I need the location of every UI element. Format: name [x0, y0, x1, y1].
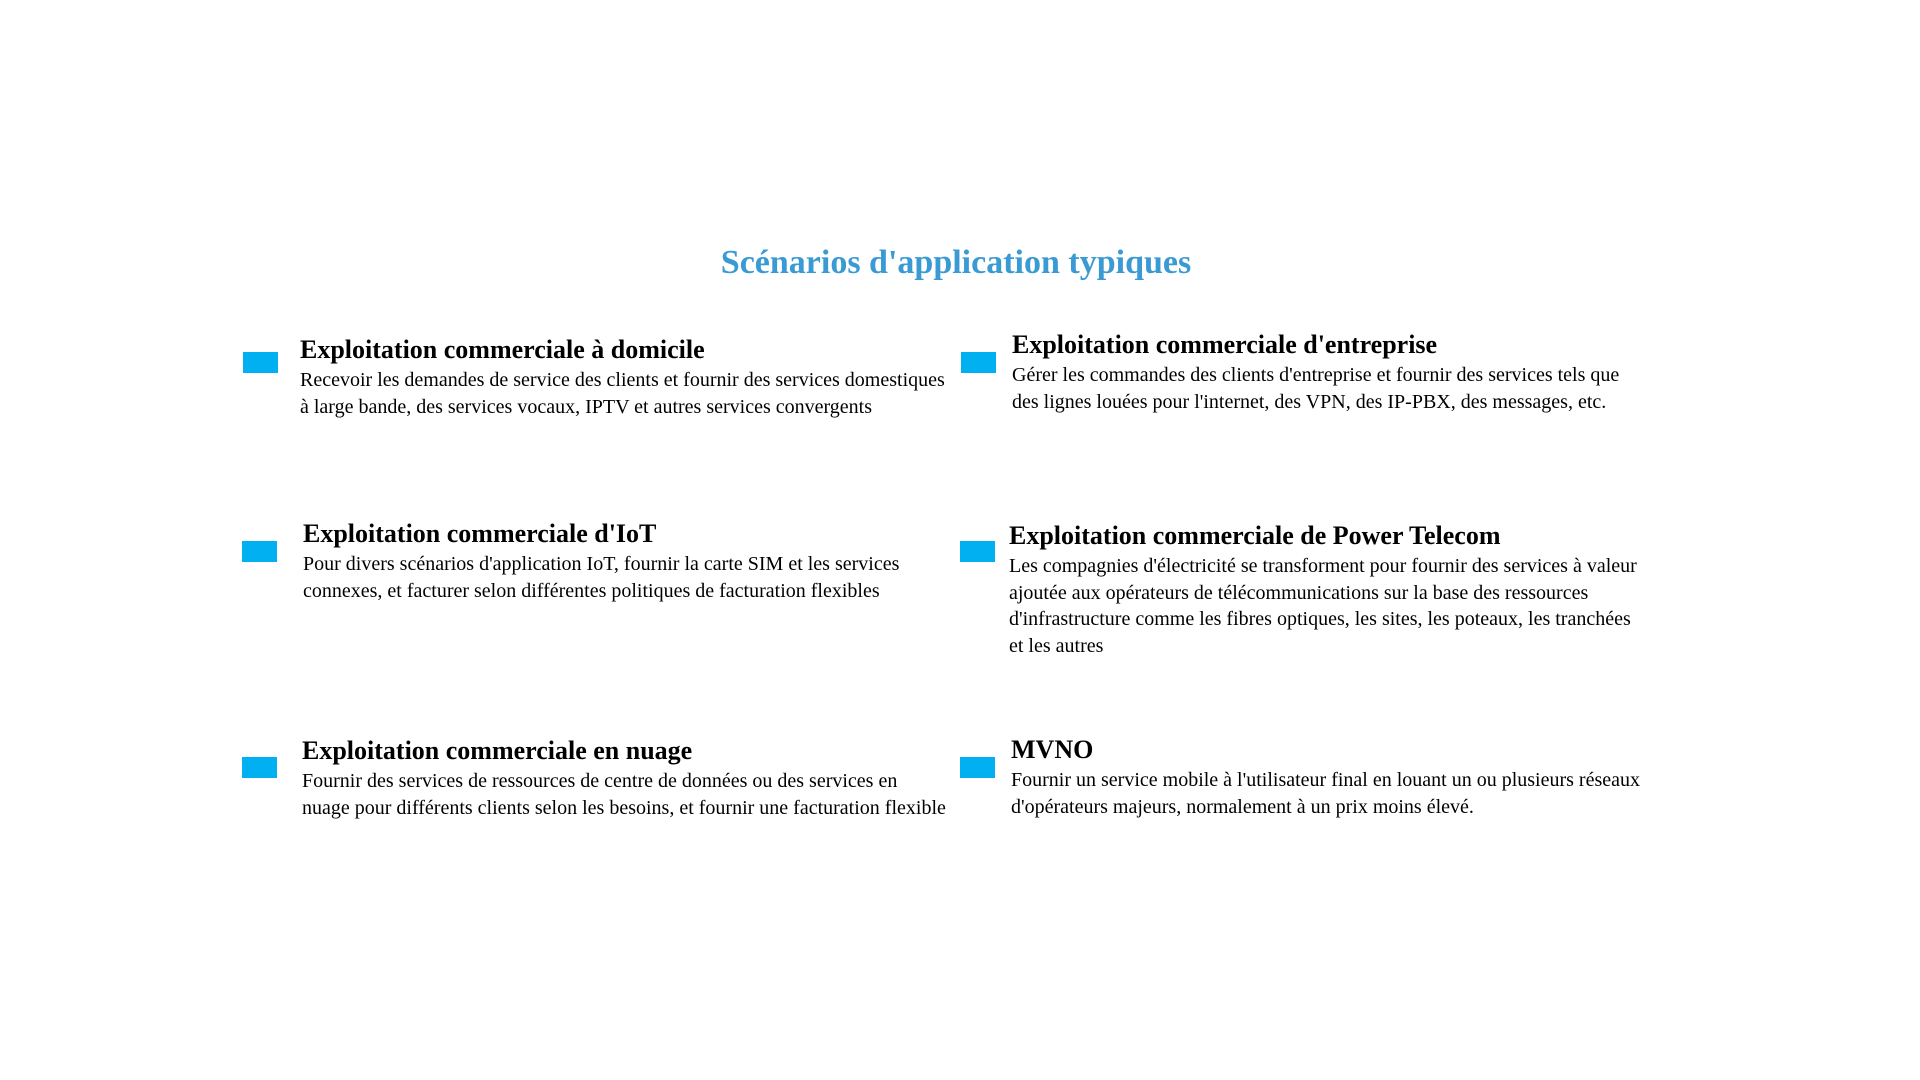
scenario-title: Exploitation commerciale à domicile	[300, 335, 705, 364]
square-bullet-icon	[242, 757, 277, 778]
square-bullet-icon	[960, 541, 995, 562]
scenario-description: Pour divers scénarios d'application IoT, fournir la carte SIM et les services connexes, et facturer selon différentes politiques de facturation flexibles	[303, 553, 900, 602]
square-bullet-icon	[960, 757, 995, 778]
square-bullet-icon	[242, 541, 277, 562]
scenario-description: Gérer les commandes des clients d'entreprise et fournir des services tels que des lignes louées pour l'internet, des VPN, des IP-PBX, des messages, etc.	[1012, 364, 1620, 413]
scenario-description: Fournir un service mobile à l'utilisateur final en louant un ou plusieurs réseaux d'opérateurs majeurs, normalement à un prix moins élevé.	[1011, 769, 1641, 818]
scenario-title: Exploitation commerciale d'IoT	[303, 519, 657, 548]
scenario-description: Recevoir les demandes de service des clients et fournir des services domestiques à large bande, des services vocaux, IPTV et autres services convergents	[300, 369, 945, 418]
scenario-title: Exploitation commerciale de Power Telecom	[1009, 521, 1501, 550]
scenario-description: Fournir des services de ressources de centre de données ou des services en nuage pour différents clients selon les besoins, et fournir une facturation flexible	[302, 770, 946, 819]
square-bullet-icon	[961, 352, 996, 373]
square-bullet-icon	[243, 352, 278, 373]
page-title: Scénarios d'application typiques	[720, 244, 1192, 281]
scenario-title: MVNO	[1011, 735, 1094, 764]
scenario-title: Exploitation commerciale en nuage	[302, 736, 693, 765]
scenario-title: Exploitation commerciale d'entreprise	[1012, 330, 1438, 359]
scenario-description: Les compagnies d'électricité se transforment pour fournir des services à valeur ajoutée aux opérateurs de télécommunications sur la base des ressources d'infrastructure comme les fibres optiques, les sites, les poteaux, les tranchées et les autres	[1009, 555, 1637, 657]
